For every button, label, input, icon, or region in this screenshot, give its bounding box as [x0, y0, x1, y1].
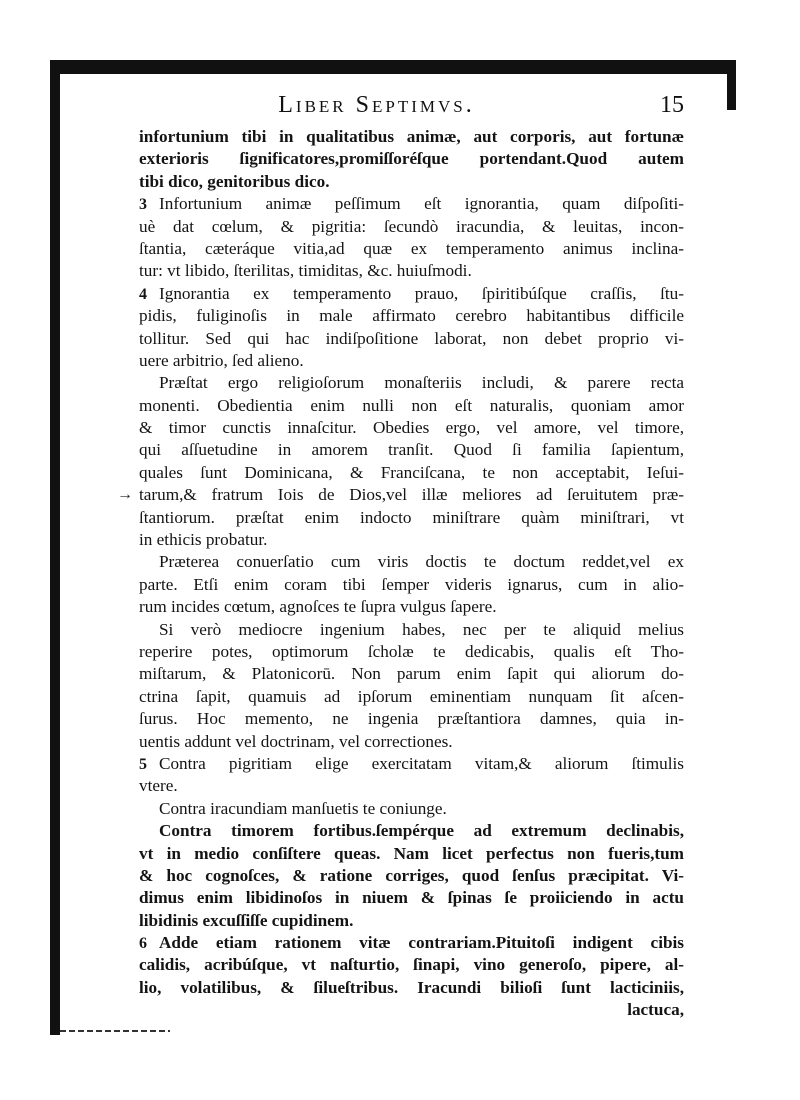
line-text: reperire potes, optimorum ſcholæ te dedicabis, qualis eſt Tho-: [139, 641, 684, 661]
line-text: ſurus. Hoc memento, ne ingenia præſtantiora damnes, quia in-: [139, 709, 684, 729]
running-head: Liber Septimvs.: [278, 92, 475, 118]
text-line: [139, 641, 684, 663]
text-line: [139, 193, 684, 215]
text-line: [139, 619, 684, 641]
line-text: Contra pigritiam elige exercitatam vitam,& aliorum ſtimulis: [159, 753, 684, 773]
text-line: [139, 731, 684, 753]
line-text: Præterea conuerſatio cum viris doctis te doctum reddet,vel ex: [159, 552, 684, 572]
text-line: [139, 283, 684, 305]
line-text: & timor cunctis innaſcitur. Obedies ergo, vel amore, vel timore,: [139, 418, 684, 438]
text-line: [139, 932, 684, 954]
text-line: [139, 350, 684, 372]
line-text: ctrina ſapit, quamuis ad ipſorum eminentiam nunquam ſit aſcen-: [139, 686, 684, 706]
text-line: [139, 843, 684, 865]
line-text: Adde etiam rationem vitæ contrariam.Pituitoſi indigent cibis: [159, 933, 684, 953]
page-edge-left: [50, 60, 60, 1035]
text-line: [139, 395, 684, 417]
text-line: [139, 439, 684, 461]
text-line: [139, 328, 684, 350]
line-text: pidis, fuliginoſis in male affirmato cerebro habitantibus difficile: [139, 306, 684, 326]
line-text: monenti. Obedientia enim nulli non eſt naturalis, quoniam amor: [139, 395, 684, 415]
line-text: Infortunium animæ peſſimum eſt ignorantia, quam diſpoſiti-: [159, 194, 684, 214]
line-text: Præſtat ergo religioſorum monaſteriis includi, & parere recta: [159, 373, 684, 393]
text-line: [139, 238, 684, 260]
text-line: [139, 529, 684, 551]
text-line: [139, 977, 684, 999]
line-text: vtere.: [139, 776, 178, 796]
text-line: [139, 999, 684, 1021]
text-line: [139, 798, 684, 820]
text-line: [139, 954, 684, 976]
line-text: miſtarum, & Platonicorū. Non parum enim ſapit qui aliorum do-: [139, 664, 684, 684]
line-text: lio, volatilibus, & ſilueſtribus. Iracundi bilioſi ſunt lacticiniis,: [139, 977, 684, 997]
line-text: infortunium tibi in qualitatibus animæ, aut corporis, aut fortunæ: [139, 127, 684, 146]
paragraph-number: 3: [139, 196, 147, 214]
line-text: uere arbitrio, ſed alieno.: [139, 350, 304, 370]
line-text: rum incides cœtum, agnoſces te ſupra vulgus ſapere.: [139, 597, 497, 617]
page-header: [139, 92, 684, 126]
line-text: exterioris ſignificatores,promiſſoréſque portendant.Quod autem: [139, 149, 684, 169]
page-edge-top: [50, 60, 736, 74]
text-line: [139, 462, 684, 484]
text-line: [139, 305, 684, 327]
line-text: tibi dico, genitoribus dico.: [139, 171, 330, 191]
line-text: lactuca,: [627, 1000, 684, 1020]
text-line: [139, 372, 684, 394]
text-line: [139, 596, 684, 618]
text-line: [139, 686, 684, 708]
text-line: [139, 260, 684, 282]
line-text: parte. Etſi enim coram tibi ſemper videris ignarus, cum in alio-: [139, 574, 684, 594]
line-text: in ethicis probatur.: [139, 530, 268, 550]
body-text: [117, 126, 684, 1022]
text-line: [139, 708, 684, 730]
book-page: [117, 92, 684, 1020]
line-text: dimus enim libidinoſos in niuem & ſpinas ſe proiiciendo in actu: [139, 888, 684, 908]
text-line: [139, 775, 684, 797]
text-line: [139, 865, 684, 887]
text-line: [117, 484, 684, 506]
line-text: libidinis excuſſiſſe cupidinem.: [139, 910, 354, 930]
line-text: Contra iracundiam manſuetis te coniunge.: [159, 798, 447, 818]
line-text: ſtantiorum. præſtat enim indocto miniſtrare quàm miniſtrari, vt: [139, 507, 684, 527]
line-text: tarum,& fratrum Iois de Dios,vel illæ meliores ad ſeruitutem præ-: [139, 485, 684, 505]
line-text: ſtantia, cæteráque vitia,ad quæ ex temperamento animus inclina-: [139, 238, 684, 258]
line-text: uentis addunt vel doctrinam, vel correctiones.: [139, 731, 453, 751]
page-edge-bottom: [60, 1030, 170, 1032]
text-line: [139, 753, 684, 775]
text-line: [139, 663, 684, 685]
text-line: [139, 216, 684, 238]
text-line: [139, 910, 684, 932]
line-text: uè dat cœlum, & pigritia: ſecundò iracundia, & leuitas, incon-: [139, 216, 684, 236]
line-text: Ignorantia ex temperamento prauo, ſpiritibúſque craſſis, ſtu-: [159, 283, 684, 303]
paragraph-number: 5: [139, 755, 147, 773]
line-text: & hoc cognoſces, & ratione corriges, quod ſenſus præcipitat. Vi-: [139, 865, 684, 885]
line-text: quales ſunt Dominicana, & Franciſcana, te non acceptabit, Ieſui-: [139, 462, 684, 482]
line-text: tollitur. Sed qui hac indiſpoſitione laborat, non debet proprio vi-: [139, 328, 684, 348]
text-line: [139, 126, 684, 148]
text-line: [139, 820, 684, 842]
text-line: [139, 417, 684, 439]
page-number: 15: [660, 92, 684, 118]
paragraph-number: 6: [139, 935, 147, 953]
line-text: vt in medio conſiſtere queas. Nam licet perfectus non fueris,tum: [139, 843, 684, 863]
page-edge-right: [727, 60, 736, 110]
text-line: [139, 148, 684, 170]
line-text: qui aſſuetudine in amorem tranſit. Quod ſi familia ſapientum,: [139, 440, 684, 460]
paragraph-number: 4: [139, 285, 147, 303]
line-text: calidis, acribúſque, vt naſturtio, ſinapi, vino generoſo, pipere, al-: [139, 955, 684, 975]
text-line: [139, 887, 684, 909]
text-line: [139, 551, 684, 573]
line-text: Contra timorem fortibus.ſempérque ad extremum declinabis,: [159, 821, 684, 841]
margin-arrow-icon: →: [117, 486, 133, 504]
line-text: tur: vt libido, ſterilitas, timiditas, &c. huiuſmodi.: [139, 261, 472, 281]
text-line: [139, 574, 684, 596]
text-line: [139, 171, 684, 193]
text-line: [139, 507, 684, 529]
line-text: Si verò mediocre ingenium habes, nec per te aliquid melius: [159, 619, 684, 639]
